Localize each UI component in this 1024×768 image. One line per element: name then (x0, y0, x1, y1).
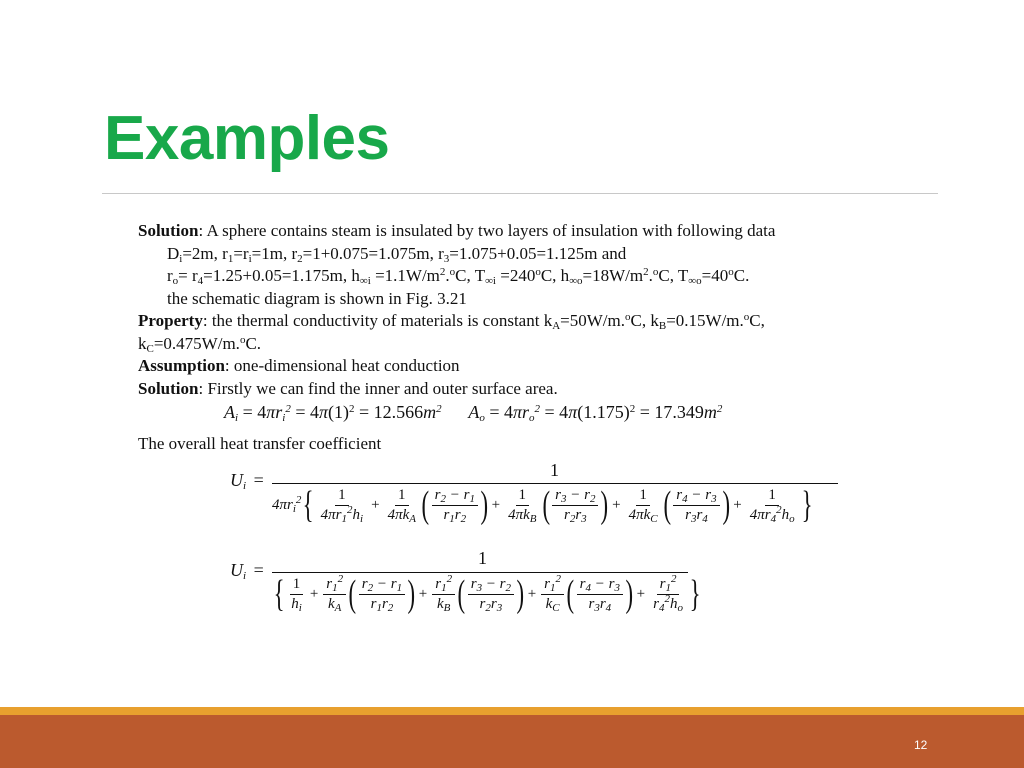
page-number: 12 (914, 738, 928, 752)
slide-body (138, 220, 898, 400)
footer-band (0, 715, 1024, 768)
property-line: Property: the thermal conductivity of materials is constant $k_A=50W/m.^oC$, $k_B=0.15W/m.^oC$, (138, 311, 765, 332)
solution-step-text: : Firstly we can find the inner and outer surface area. (198, 378, 558, 398)
eq1-numerator: 1 (550, 460, 559, 480)
solution-step-line (138, 378, 898, 401)
eq2-denominator: { $\frac{1}{h_i}$ + $\frac{r_1^2}{k_A}$ ( $\frac{r_2 - r_1}{r_1r_2}$ ) + $\frac{r_1^2}{k_B}$ ( $\frac{r_3 - r_2}{r_2r_3}$ ) + $\frac{r_1^2}{k_C}$ ( $\frac{r_4 - r_3}{r_3r_4}$ ) + $\frac{r_1^2}{r_4^2h_o}$ } (273, 572, 701, 615)
eq2-lhs: $U_i$ = (230, 560, 264, 582)
assumption-text: : one-dimensional heat conduction (224, 356, 460, 375)
solution-intro (138, 220, 898, 243)
slide-title: Examples (104, 104, 390, 173)
assumption-label: Assumption (138, 356, 225, 375)
equation-2 (230, 548, 700, 636)
equation-1 (230, 460, 840, 544)
property-label: Property (138, 311, 203, 330)
area-equations (224, 402, 722, 423)
eq1-fraction-bar (272, 483, 838, 484)
footer-accent-stripe (0, 707, 1024, 715)
solution-label: Solution (138, 221, 199, 240)
overall-coefficient-heading: The overall heat transfer coefficient (138, 434, 382, 453)
eq1-lhs: $U_i$ = (230, 470, 264, 492)
solution-text: : A sphere contains steam is insulated by two layers of insulation with following data (198, 221, 776, 240)
outer-area-equation: $A_o = 4\pi r_o^2 = 4\pi(1.175)^2 = 17.349m^2$ (468, 402, 723, 424)
assumption-line (138, 355, 898, 378)
data-line-radii: $D_i=2m$, $r_1=r_i=1m$, $r_2=1+0.075=1.075m$, $r_3=1.075+0.05=1.125m$ and (167, 243, 627, 265)
property-line-2: $k_C=0.475W/m.^oC$. (138, 333, 262, 355)
schematic-reference: the schematic diagram is shown in Fig. 3.21 (167, 288, 467, 308)
data-line-conditions: $r_o= r_4=1.25+0.05=1.175m$, $h_{\infty i} =1.1W/m^2.^oC$, $T_{\infty i} =240^oC$, $h_{\infty o}=18W/m^2.^oC$, $T_{\infty o}=40^oC$. (167, 266, 750, 287)
eq1-denominator: $4\pi r_i^2$ { $\frac{1}{4\pi r_1^2h_i}$ + $\frac{1}{4\pi k_A}$ ( $\frac{r_2 - r_1}{r_1r_2}$ ) + $\frac{1}{4\pi k_B}$ ( $\frac{r_3 - r_2}{r_2r_3}$ ) + $\frac{1}{4\pi k_C}$ ( $\frac{r_4 - r_3}{r_3r_4}$ ) + $\frac{1}{4\pi r_4^2h_o}$ } (272, 484, 813, 526)
title-divider (102, 193, 938, 194)
solution-step-label: Solution (138, 378, 199, 398)
inner-area-equation: $A_i = 4\pi r_i^2 = 4\pi(1)^2 = 12.566m^2$ (224, 402, 442, 424)
eq2-numerator: 1 (478, 548, 487, 568)
